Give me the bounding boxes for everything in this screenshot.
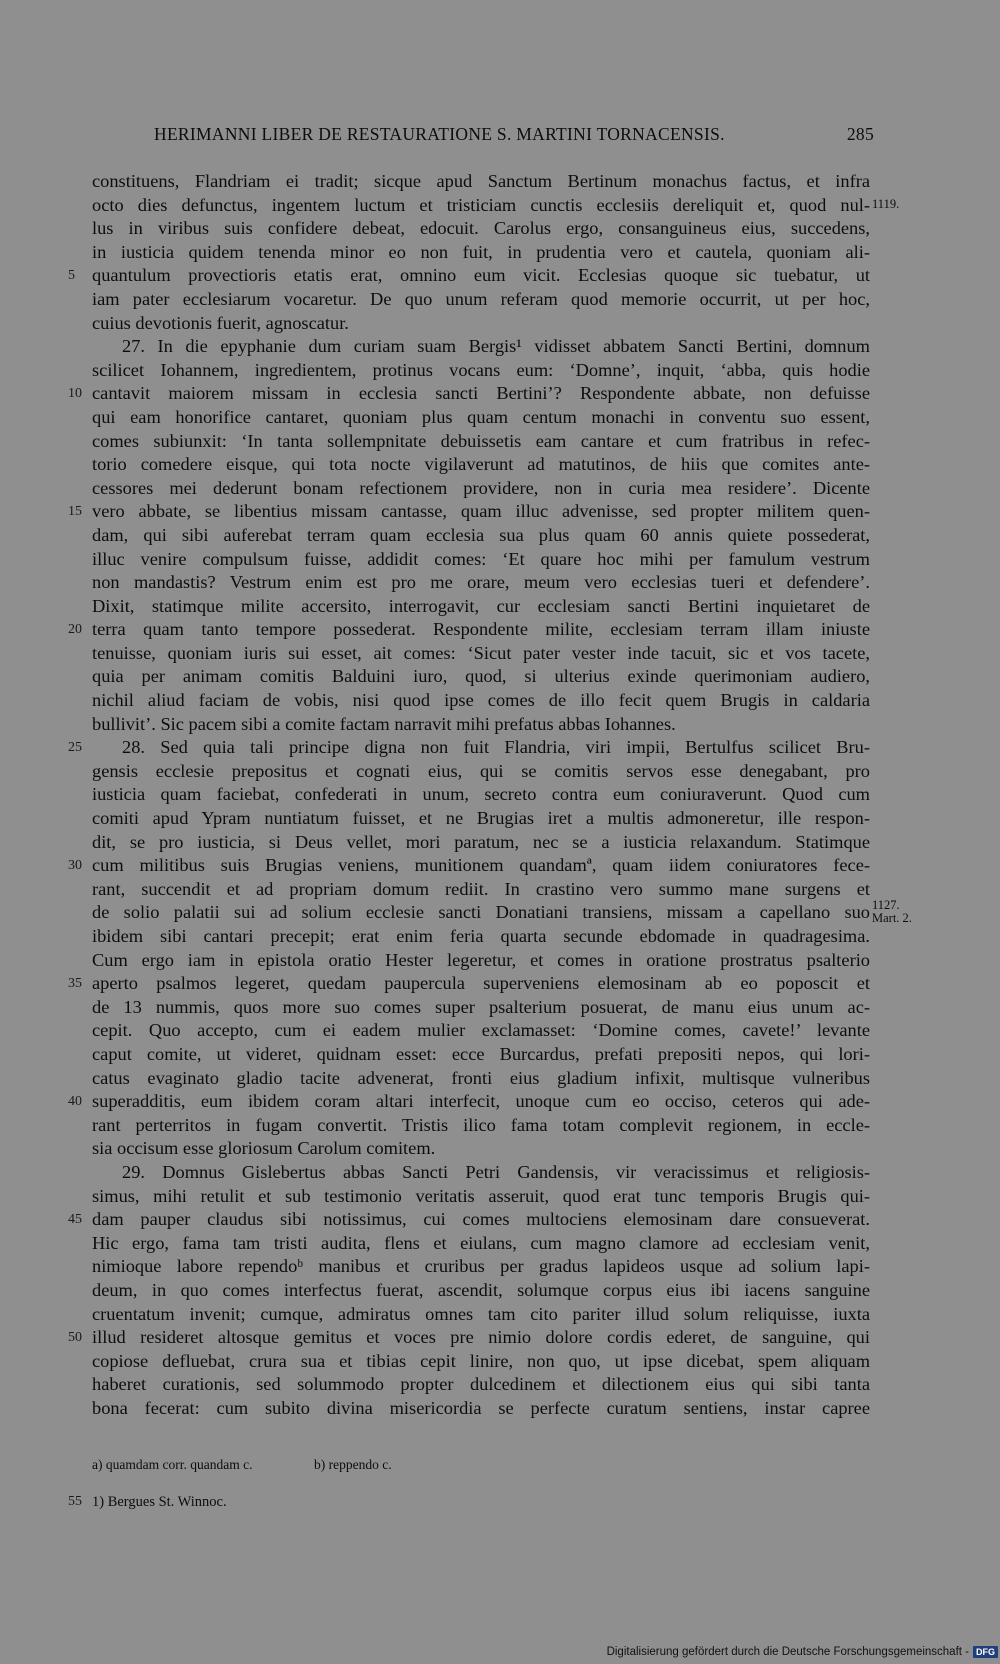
text-line	[92, 1161, 870, 1185]
text-line	[68, 1090, 870, 1114]
text-line	[68, 618, 870, 642]
text-line	[92, 359, 870, 383]
text-line	[92, 760, 870, 784]
text-line	[92, 1397, 870, 1421]
text-line	[92, 1185, 870, 1209]
text-line-content: lus in viribus suis confidere debeat, edocuit. Carolus ergo, consanguineus eius, succedens,	[92, 218, 870, 239]
text-line	[68, 264, 870, 288]
body-text	[68, 170, 912, 1420]
text-line-content: torio comedere eisque, qui tota nocte vigilaverunt ad matutinos, de hiis que comites ante-	[92, 454, 870, 475]
footnote-line-number: 55	[68, 1494, 82, 1509]
text-line-content: illud resideret altosque gemitus et voces pre nimio dolore cordis ederet, de sanguine, qui	[92, 1327, 870, 1348]
text-line	[92, 406, 870, 430]
apparatus-note-a: a) quamdam corr. quandam c.	[92, 1457, 253, 1472]
text-line-content: qui eam honorifice cantaret, quoniam plus quam centum monachi in conventu suo essent,	[92, 406, 870, 427]
text-line	[92, 898, 912, 926]
text-line-content: Hic ergo, fama tam tristi audita, flens et eiulans, cum magno clamore ad ecclesiam venit,	[92, 1232, 870, 1253]
text-line	[68, 1208, 870, 1232]
text-line	[92, 996, 870, 1020]
text-line	[68, 382, 870, 406]
text-line-content: haberet curationis, sed solummodo propter dulcedinem et dilectionem eius qui sibi tanta	[92, 1374, 870, 1395]
text-line	[92, 1279, 870, 1303]
text-line-content: dam, qui sibi auferebat terram quam ecclesia sua plus quam 60 annis quiete possederat,	[92, 524, 870, 545]
text-line	[92, 312, 870, 336]
text-line-content: copiose defluebat, crura sua et tibias cepit linire, non quo, ut ipse dicebat, spem aliquam	[92, 1350, 870, 1371]
line-number: 35	[68, 976, 82, 992]
text-line	[92, 1114, 870, 1138]
text-line-content: Cum ergo iam in epistola oratio Hester legeretur, et comes in oratione prostratus psalterio	[92, 949, 870, 970]
text-line-content: bona fecerat: cum subito divina misericordia se perfecte curatum sentiens, instar capree	[92, 1397, 870, 1418]
text-line	[92, 1303, 870, 1327]
text-line	[92, 831, 870, 855]
text-line-content: ibidem sibi cantari precepit; erat enim feria quarta secunde ebdomade in quadragesima.	[92, 926, 870, 946]
text-line	[68, 854, 870, 878]
text-line	[92, 217, 870, 241]
text-line-content: comes subiunxit: ‘In tanta sollempnitate debuissetis eam cantare et cum fratribus in refec-	[92, 430, 870, 451]
text-line-content: nichil aliud faciam de vobis, nisi quod ipse comes de illo fecit quem Brugis in caldaria	[92, 690, 870, 711]
line-number: 5	[68, 268, 75, 284]
text-line-content: 27. In die epyphanie dum curiam suam Bergis¹ vidisset abbatem Sancti Bertini, domnum	[122, 336, 870, 357]
margin-date	[872, 198, 899, 211]
text-line	[92, 335, 870, 359]
text-line-content: Dixit, statimque milite accersito, interrogavit, cur ecclesiam sancti Bertini inquietaret de	[92, 595, 870, 616]
text-line-content: iusticia quam faciebat, confederati in unum, secreto contra eum coniuraverunt. Quod cum	[92, 784, 870, 805]
line-number: 50	[68, 1330, 82, 1346]
text-line	[68, 736, 870, 760]
text-line-content: cuius devotionis fuerit, agnoscatur.	[92, 312, 349, 333]
margin-date-day: Mart. 2.	[872, 911, 912, 926]
text-line-content: cessores mei dederunt bonam refectionem providere, non in curia mea residere’. Dicente	[92, 477, 870, 498]
line-number: 30	[68, 858, 82, 874]
footnote	[68, 1494, 227, 1511]
running-title: HERIMANNI LIBER DE RESTAURATIONE S. MARTINI TORNACENSIS.	[154, 124, 725, 144]
text-line	[68, 1326, 870, 1350]
text-line	[92, 925, 870, 949]
text-line-content: superadditis, eum ibidem coram altari interfecit, unoque cum eo occiso, ceteros qui ade-	[92, 1091, 870, 1112]
text-line-content: terra quam tanto tempore possederat. Respondente milite, ecclesiam terram illam iniuste	[92, 619, 870, 640]
text-line-content: cepit. Quo accepto, cum ei eadem mulier exclamasset: ‘Domine comes, cavete!’ levante	[92, 1020, 870, 1041]
text-line	[92, 170, 870, 194]
line-number: 20	[68, 622, 82, 638]
text-line	[92, 194, 900, 218]
line-number: 25	[68, 740, 82, 756]
text-line-content: iam pater ecclesiarum vocaretur. De quo unum referam quod memorie occurrit, ut per hoc,	[92, 288, 870, 309]
digitization-footer	[607, 1646, 998, 1658]
text-line-content: tenuisse, quoniam iuris sui esset, ait comes: ‘Sicut pater vester inde tacuit, sic et vos tacete,	[92, 642, 870, 663]
text-line-content: quia per animam comitis Balduini iuro, quod, si ulterius exinde querimoniam audiero,	[92, 666, 870, 687]
text-line	[92, 241, 870, 265]
line-number: 10	[68, 386, 82, 402]
text-line-content: quantulum provectioris etatis erat, omnino eum vicit. Ecclesias quoque sic tuebatur, ut	[92, 265, 870, 286]
text-line	[68, 972, 870, 996]
text-line	[92, 642, 870, 666]
text-line	[92, 878, 870, 902]
text-line	[92, 1043, 870, 1067]
text-line	[92, 949, 870, 973]
text-line	[92, 430, 870, 454]
text-line-content: sia occisum esse gloriosum Carolum comitem.	[92, 1138, 436, 1159]
text-line	[92, 665, 870, 689]
text-line	[68, 500, 870, 524]
text-line-content: nimioque labore rependoᵇ manibus et cruribus per gradus lapideos usque ad solium lapi-	[92, 1256, 870, 1277]
text-line-content: cum militibus suis Brugias veniens, munitionem quandamª, quam iidem coniuratores fece-	[92, 855, 870, 876]
text-line-content: de solio palatii sui ad solium ecclesie sancti Donatiani transiens, missam a capellano suo	[92, 902, 870, 923]
text-line-content: bullivit’. Sic pacem sibi a comite factam narravit mihi prefatus abbas Iohannes.	[92, 713, 676, 734]
footnote-text: 1) Bergues St. Winnoc.	[92, 1494, 227, 1510]
text-line-content: dit, se pro iusticia, si Deus vellet, mori paratum, nec se a iusticia relaxandum. Statimque	[92, 831, 870, 852]
text-line-content: simus, mihi retulit et sub testimonio veritatis asseruit, quod erat tunc temporis Brugis qui-	[92, 1185, 870, 1206]
text-line-content: rant perterritos in fugam convertit. Tristis ilico fama totam complevit regionem, in eccle-	[92, 1114, 870, 1135]
text-line	[92, 1067, 870, 1091]
text-line-content: constituens, Flandriam ei tradit; sicque apud Sanctum Bertinum monachus factus, et infra	[92, 171, 870, 191]
text-line	[92, 1137, 870, 1161]
line-number: 40	[68, 1094, 82, 1110]
text-line-content: in iusticia quidem tenenda minor eo non fuit, in prudentia vero et cautela, quoniam ali-	[92, 241, 870, 262]
page-number: 285	[846, 124, 874, 144]
text-line-content: 28. Sed quia tali principe digna non fuit Flandria, viri impii, Bertulfus scilicet Bru-	[122, 737, 870, 758]
text-line-content: octo dies defunctus, ingentem luctum et tristiciam cunctis ecclesiis dereliquit et, quod nul-	[92, 194, 870, 215]
dfg-logo-icon: DFG	[973, 1646, 998, 1658]
text-line-content: rant, succendit et ad propriam domum rediit. In crastino vero summo mane surgens et	[92, 878, 870, 899]
margin-date-year: 1127.	[872, 898, 900, 913]
text-line-content: cantavit maiorem missam in ecclesia sancti Bertini’? Respondente abbate, non defuisse	[92, 383, 870, 404]
text-line	[92, 1373, 870, 1397]
text-line-content: non mandastis? Vestrum enim est pro me orare, meum vero ecclesias tueri et defendere’.	[92, 572, 870, 593]
text-line	[92, 288, 870, 312]
text-line-content: cruentatum invenit; cumque, admiratus omnes tam cito pariter illud solum reliquisse, iuxta	[92, 1303, 870, 1324]
text-line	[92, 713, 870, 737]
text-line	[92, 548, 870, 572]
margin-date	[872, 899, 912, 925]
text-line	[92, 1350, 870, 1374]
apparatus-note-b: b) reppendo c.	[314, 1457, 392, 1472]
text-line-content: vero abbate, se libentius missam cantasse, quam illuc advenisse, sed propter militem quen-	[92, 501, 870, 522]
text-line	[92, 595, 870, 619]
footer-credit: Digitalisierung gefördert durch die Deutsche Forschungsgemeinschaft -	[606, 1646, 969, 1658]
text-line	[92, 1019, 870, 1043]
text-line-content: de 13 nummis, quos more suo comes super psalterium posuerat, de manu eius unum ac-	[92, 996, 870, 1017]
text-line-content: comiti apud Ypram nuntiatum fuisset, et ne Brugias iret a multis admoneretur, ille respon-	[92, 808, 870, 829]
text-line-content: caput comite, ut videret, quidnam esset: ecce Burcardus, prefati prepositi nepos, qui lori-	[92, 1043, 870, 1064]
text-line-content: catus evaginato gladio tacite advenerat, fronti eius gladium infixit, multisque vulneribus	[92, 1067, 870, 1088]
text-line	[92, 1232, 870, 1256]
text-line	[92, 807, 870, 831]
text-line-content: aperto psalmos legeret, quedam paupercula superveniens elemosinam ab eo poposcit et	[92, 973, 870, 994]
text-line-content: gensis ecclesie prepositus et cognati eius, qui se comitis servos esse denegabant, pro	[92, 760, 870, 781]
text-line	[92, 571, 870, 595]
text-line	[92, 453, 870, 477]
text-line	[92, 1255, 870, 1279]
text-line-content: deum, in quo comes interfectus fuerat, ascendit, solumque corpus eius ibi iacens sanguine	[92, 1279, 870, 1300]
text-line-content: illuc venire compulsum fuisse, addidit comes: ‘Et quare hoc mihi per famulum vestrum	[92, 548, 870, 569]
text-line-content: 29. Domnus Gislebertus abbas Sancti Petri Gandensis, vir veracissimus et religiosis-	[122, 1161, 870, 1182]
margin-date-year: 1119.	[872, 196, 900, 211]
text-line	[92, 689, 870, 713]
text-line	[92, 477, 870, 501]
line-number: 15	[68, 504, 82, 520]
text-line	[92, 524, 870, 548]
line-number: 45	[68, 1212, 82, 1228]
text-line-content: scilicet Iohannem, ingredientem, protinus vocans eum: ‘Domne’, inquit, ‘abba, quis hodie	[92, 359, 870, 380]
text-line-content: dam pauper claudus sibi notissimus, cui comes multociens elemosinam dare consueverat.	[92, 1209, 870, 1230]
text-line	[92, 783, 870, 807]
